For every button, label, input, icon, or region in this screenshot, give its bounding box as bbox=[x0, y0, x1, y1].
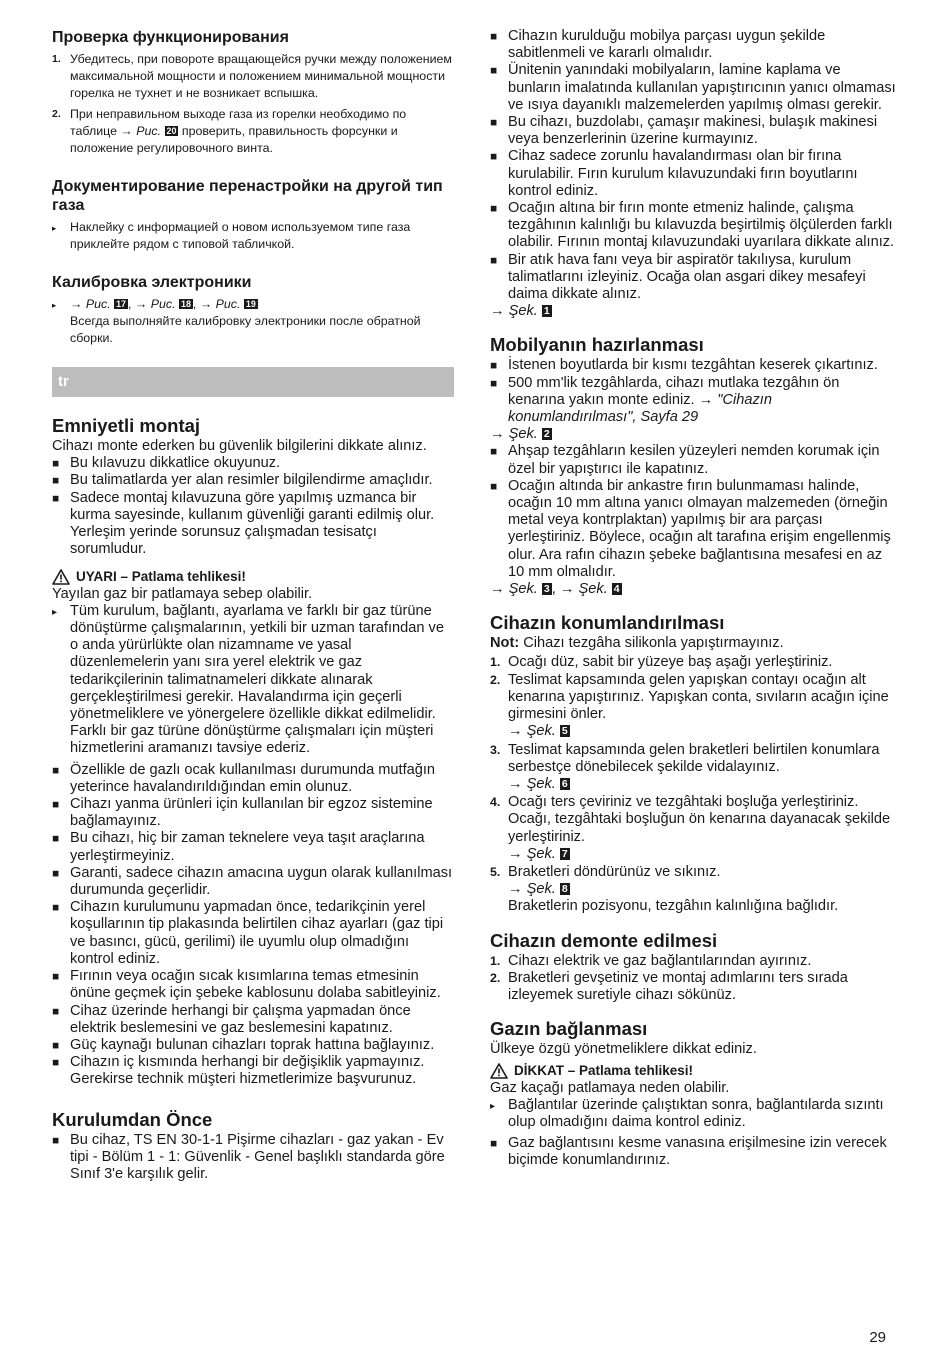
list-item bbox=[490, 953, 896, 970]
square-bullet-icon: ■ bbox=[52, 901, 60, 915]
bullet-list bbox=[490, 28, 896, 303]
list-item bbox=[52, 603, 454, 758]
step-text: Braketlerin pozisyonu, tezgâhın kalınlığına bağlıdır. bbox=[508, 898, 839, 915]
list-item: 3. Teslimat kapsamında gelen braketleri belirtilen konumlara serbestçe dönebilecek şekilde vidalayınız. → Şek. 6 bbox=[490, 741, 880, 792]
item-text: Ahşap tezgâhların kesilen yüzeyleri nemden korumak için özel bir yapıştırıcı ile kapatınız. bbox=[508, 443, 880, 477]
step-text: Teslimat kapsamında gelen braketleri belirtilen konumlara serbestçe dönebilecek şekilde vidalayınız. bbox=[508, 741, 880, 775]
figure-badge: 4 bbox=[613, 583, 620, 596]
figure-badge: 5 bbox=[561, 725, 568, 738]
list-item bbox=[52, 830, 454, 864]
section-heading: Mobilyanın hazırlanması bbox=[490, 334, 704, 356]
step-number: 2. bbox=[52, 108, 61, 120]
item-text: Özellikle de gazlı ocak kullanılması durumunda mutfağın yeterince havalandırıldığından emin olunuz. bbox=[70, 761, 436, 795]
list-item bbox=[52, 51, 454, 102]
step-text: Cihazı elektrik ve gaz bağlantılarından ayırınız. bbox=[508, 952, 812, 969]
square-bullet-icon: ■ bbox=[490, 376, 498, 390]
figure-ref: Şek. bbox=[508, 581, 538, 598]
bullet-list bbox=[52, 762, 454, 1089]
figure-ref: Şek. bbox=[526, 845, 556, 862]
item-text: İstenen boyutlarda bir kısmı tezgâhtan keserek çıkartınız. bbox=[508, 357, 878, 374]
square-bullet-icon: ■ bbox=[52, 832, 60, 846]
left-column bbox=[52, 28, 454, 1183]
bullet-list bbox=[52, 1132, 454, 1184]
figure-reference: → Şek. 2 bbox=[490, 426, 550, 443]
step-text: При неправильном выходе газа из горелки необходимо по таблице → bbox=[70, 107, 407, 138]
figure-ref: Рис. bbox=[215, 297, 241, 311]
square-bullet-icon: ■ bbox=[52, 1056, 60, 1070]
list-item: 5. Braketleri döndürünüz ve sıkınız. → Şek. 8 Braketlerin pozisyonu, tezgâhın kalınlığına bağlıdır. bbox=[490, 863, 839, 915]
square-bullet-icon: ■ bbox=[490, 116, 498, 130]
step-number: 5. bbox=[490, 864, 501, 879]
caution-title: DİKKAT – Patlama tehlikesi! bbox=[514, 1063, 694, 1079]
item-text: Cihazı tezgâha silikonla yapıştırmayınız. bbox=[523, 635, 784, 652]
bullet-list bbox=[490, 443, 896, 581]
item-text: Bu talimatlarda yer alan resimler bilgilendirme amaçlıdır. bbox=[70, 472, 433, 489]
item-text: Bu kılavuzu dikkatlice okuyunuz. bbox=[70, 455, 281, 472]
right-column bbox=[490, 28, 896, 1170]
triangle-icon: ▸ bbox=[52, 606, 58, 618]
item-text: Cihazın iç kısmında herhangi bir değişiklik yapmayınız. Gerekirse technik müşteri hizmetlerimize başvurunuz. bbox=[70, 1054, 425, 1088]
figure-badge: 6 bbox=[561, 777, 568, 790]
item-text: Ocağın altında bir ankastre fırın bulunmaması halinde, ocağın 10 mm altına yanıcı olmayan malzemeden (örneğin metal veya kontrplaktan) yapılmış bir ara parçası yerleştiriniz. Böylece, ocağın alt tarafına erişim engellenmiş olur. Ara rafın cihazın şebeke bağlantısına mesafesi en az 10 mm olmalıdır. bbox=[508, 477, 891, 580]
list-item bbox=[490, 1097, 896, 1131]
warning-heading bbox=[52, 568, 454, 585]
action-list bbox=[52, 603, 454, 758]
section-heading: Проверка функционирования bbox=[52, 29, 289, 46]
list-item bbox=[52, 796, 454, 830]
ru-action-list bbox=[52, 296, 454, 347]
square-bullet-icon: ■ bbox=[490, 64, 498, 78]
figure-badge: 7 bbox=[561, 847, 568, 860]
item-text: Bu cihaz, TS EN 30-1-1 Pişirme cihazları - gaz yakan - Ev tipi - Bölüm 1 - 1: Güvenlik - Genel başlıklı standarda göre Sınıf 3'e karşılık gelir. bbox=[70, 1131, 445, 1182]
list-item: ▸ → Рис. 17 , → Рис. 18 , → Рис. 19 Всегда выполняйте калибровку электроники после обратной сборки. bbox=[52, 297, 421, 345]
list-item bbox=[52, 106, 454, 157]
dismantling-section bbox=[490, 930, 896, 1005]
square-bullet-icon: ■ bbox=[52, 1004, 60, 1018]
figure-badge: 18 bbox=[180, 299, 191, 309]
item-text: Garanti, sadece cihazın amacına uygun olarak kullanılması durumunda geçerlidir. bbox=[70, 864, 453, 899]
list-item bbox=[490, 1135, 896, 1169]
list-item bbox=[52, 455, 454, 472]
triangle-icon: ▸ bbox=[490, 1100, 496, 1112]
square-bullet-icon: ■ bbox=[490, 445, 498, 459]
list-item bbox=[490, 478, 896, 581]
item-text: Наклейку с информацией о новом используемом типе газа приклейте рядом с типовой табличкой. bbox=[70, 220, 411, 251]
square-bullet-icon: ■ bbox=[52, 866, 60, 880]
list-item bbox=[52, 1003, 454, 1037]
list-item bbox=[490, 443, 896, 477]
ru-function-check-section bbox=[52, 28, 454, 157]
square-bullet-icon: ■ bbox=[490, 479, 498, 493]
bullet-list bbox=[490, 1135, 896, 1169]
item-text: Bu cihazı, buzdolabı, çamaşır makinesi, bulaşık makinesi veya benzerlerinin üzerine kurmayınız. bbox=[508, 114, 878, 148]
list-item bbox=[52, 899, 454, 968]
warning-block bbox=[52, 568, 454, 1088]
item-text: 500 mm'lik tezgâhlarda, cihazı mutlaka tezgâhın ön kenarına yakın monte ediniz. → bbox=[508, 374, 840, 408]
section-heading: Cihazın demonte edilmesi bbox=[490, 929, 718, 951]
before-installation-section bbox=[52, 1109, 454, 1184]
item-text: Cihazın kurulumunu yapmadan önce, tedarikçinin yerel koşullarının tip plakasında belirtilen cihaz ayarları (gaz tipi ve basıncı, gücü, gerilimi) ile uyumlu olup olmadığını kontrol ediniz. bbox=[70, 899, 444, 967]
square-bullet-icon: ■ bbox=[490, 253, 498, 267]
square-bullet-icon: ■ bbox=[490, 202, 498, 216]
list-item bbox=[52, 1132, 454, 1184]
figure-badge: 1 bbox=[543, 305, 550, 318]
cross-reference-link[interactable]: "Cihazın konumlandırılması", Sayfa 29 bbox=[508, 391, 772, 426]
furniture-prep-section bbox=[490, 334, 896, 598]
step-text: проверить, правильность форсунки и положение регулировочного винта. bbox=[70, 124, 398, 155]
step-text: Ocağı ters çeviriniz ve tezgâhtaki boşluğa yerleştiriniz. Ocağı, tezgâhtaki boşluğun ön kenarına dayanacak şekilde yerleştiriniz. bbox=[508, 794, 891, 845]
square-bullet-icon: ■ bbox=[52, 1038, 60, 1052]
list-item bbox=[52, 762, 454, 796]
step-number: 1. bbox=[490, 654, 501, 669]
square-bullet-icon: ■ bbox=[52, 457, 60, 471]
gas-connection-section bbox=[490, 1018, 896, 1169]
item-text: Tüm kurulum, bağlantı, ayarlama ve farklı bir gaz türüne dönüştürme çalışmalarının, yetkili bir uzman tarafından ve o anda yürürlükte olan nizamname ve yasal düzenlemelerin yanı sıra yerel elektrik ve gaz tedarikçilerinin talimatnameleri dikkate alınarak gerçekleştirilmesi gerekir. Havalandırma için geçerli yönetmeliklere ve yönergelere özellikle dikkat edilmelidir. Farklı bir gaz türüne dönüştürme çalışmaları için müşteri hizmetlerini aramanızı tavsiye ederiz. bbox=[70, 602, 444, 757]
language-band: tr bbox=[52, 367, 454, 397]
item-text: Cihaz sadece zorunlu havalandırması olan bir fırına kurulabilir. Fırın kurulum kılavuzundaki fırın boyutlarını kontrol ediniz. bbox=[508, 148, 858, 199]
section-heading: Cihazın konumlandırılması bbox=[490, 612, 725, 634]
square-bullet-icon: ■ bbox=[52, 763, 60, 777]
figure-ref: Şek. bbox=[526, 723, 556, 740]
figure-ref: Şek. bbox=[578, 581, 608, 598]
item-text: Cihazı yanma ürünleri için kullanılan bir egzoz sistemine bağlamayınız. bbox=[70, 796, 433, 830]
section-heading: Kurulumdan Önce bbox=[52, 1108, 213, 1130]
list-item bbox=[490, 252, 896, 304]
step-text: Braketleri gevşetiniz ve montaj adımlarını ters sırada izleyemek suretiyle cihazı sökünüz. bbox=[508, 969, 848, 1003]
figure-ref: Рис. bbox=[136, 124, 162, 138]
item-text: Güç kaynağı bulunan cihazları toprak hattına bağlayınız. bbox=[70, 1036, 435, 1053]
list-item: 4. Ocağı ters çeviriniz ve tezgâhtaki boşluğa yerleştiriniz. Ocağı, tezgâhtaki boşluğun ön kenarına dayanacak şekilde yerleştiriniz. → Şek. 7 bbox=[490, 794, 891, 862]
list-item bbox=[52, 1037, 454, 1054]
item-text: Всегда выполняйте калибровку электроники после обратной сборки. bbox=[70, 314, 421, 345]
list-item bbox=[52, 865, 454, 899]
square-bullet-icon: ■ bbox=[490, 1137, 498, 1151]
ru-steps-list bbox=[52, 51, 454, 157]
figure-ref: Şek. bbox=[526, 775, 556, 792]
note-text bbox=[490, 635, 896, 652]
square-bullet-icon: ■ bbox=[52, 491, 60, 505]
step-number: 1. bbox=[490, 953, 501, 968]
figure-badge: 8 bbox=[561, 883, 568, 896]
warning-intro: Yayılan gaz bir patlamaya sebep olabilir. bbox=[52, 585, 313, 602]
figure-ref: Рис. bbox=[85, 297, 111, 311]
item-text: Cihaz üzerinde herhangi bir çalışma yapmadan önce elektrik beslemesini ve gaz beslemesini kapatınız. bbox=[70, 1002, 411, 1036]
figure-badge: 3 bbox=[543, 583, 550, 596]
figure-ref: Şek. bbox=[508, 426, 538, 443]
step-text: Ocağı düz, sabit bir yüzeye baş aşağı yerleştiriniz. bbox=[508, 653, 833, 670]
figure-badge: 17 bbox=[116, 299, 127, 309]
square-bullet-icon: ■ bbox=[52, 474, 60, 488]
page-number: 29 bbox=[869, 1329, 886, 1346]
figure-ref: Рис. bbox=[150, 297, 176, 311]
figure-badge: 19 bbox=[245, 299, 256, 309]
square-bullet-icon: ■ bbox=[490, 150, 498, 164]
step-text: Убедитесь, при повороте вращающейся ручки между положением максимальной мощности и положением минимальной мощности горелка не тухнет и не возникает вспышка. bbox=[70, 52, 452, 100]
figure-reference: → Şek. 1 bbox=[490, 303, 550, 320]
figure-ref: Şek. bbox=[526, 881, 556, 898]
figure-badge: 2 bbox=[543, 428, 550, 441]
intro-text: Cihazı monte ederken bu güvenlik bilgilerini dikkate alınız. bbox=[52, 438, 427, 454]
section-heading: Gazın bağlanması bbox=[490, 1018, 648, 1040]
figure-badge: 20 bbox=[166, 126, 177, 136]
warning-title: UYARI – Patlama tehlikesi! bbox=[76, 569, 246, 585]
caution-heading bbox=[490, 1062, 896, 1079]
step-number: 1. bbox=[52, 53, 61, 65]
square-bullet-icon: ■ bbox=[52, 798, 60, 812]
bullet-list bbox=[52, 455, 454, 558]
item-text: Ünitenin yanındaki mobilyaların, lamine kaplama ve bunların imalatında kullanılan yapıştırıcının yanıcı olmaması ve ısıya dayanıklı malzemelerden yapılmış olması gerekir. bbox=[508, 62, 896, 113]
step-number: 3. bbox=[490, 742, 501, 757]
square-bullet-icon: ■ bbox=[52, 970, 60, 984]
ru-documentation-section bbox=[52, 177, 454, 253]
warning-triangle-icon bbox=[52, 569, 70, 585]
list-item bbox=[490, 114, 896, 148]
step-number: 4. bbox=[490, 795, 501, 810]
list-item bbox=[52, 490, 454, 559]
item-text: Cihazın kurulduğu mobilya parçası uygun şekilde sabitlenmeli ve kararlı olmalıdır. bbox=[508, 28, 826, 62]
list-item bbox=[490, 200, 896, 252]
list-item bbox=[490, 28, 896, 62]
figure-reference: → Şek. 3 , → Şek. 4 bbox=[490, 581, 620, 598]
list-item bbox=[490, 148, 896, 200]
note-label: Not: bbox=[490, 635, 520, 652]
steps-list bbox=[490, 953, 896, 1005]
figure-ref: Şek. bbox=[508, 303, 538, 320]
step-text: Braketleri döndürünüz ve sıkınız. bbox=[508, 863, 721, 880]
positioning-section bbox=[490, 612, 896, 915]
item-text: Fırının veya ocağın sıcak kısımlarına temas etmesinin önüne geçmek için şebeke kablosunu dolaba sabitleyiniz. bbox=[70, 968, 441, 1002]
square-bullet-icon: ■ bbox=[490, 359, 498, 373]
triangle-icon: ▸ bbox=[52, 300, 57, 310]
square-bullet-icon: ■ bbox=[490, 30, 498, 43]
item-text: Bağlantılar üzerinde çalıştıktan sonra, bağlantılarda sızıntı olup olmadığını daima kontrol ediniz. bbox=[508, 1096, 884, 1130]
triangle-icon: ▸ bbox=[52, 223, 57, 233]
square-bullet-icon: ■ bbox=[52, 1133, 60, 1147]
list-item bbox=[490, 654, 896, 671]
warning-triangle-icon bbox=[490, 1063, 508, 1079]
section-heading: Emniyetli montaj bbox=[52, 415, 201, 436]
item-text: Ocağın altına bir fırın monte etmeniz halinde, çalışma tezgâhının kalınlığı bu kılavuzda beşirtilmiş ölçülerden farklı olabilir. Fırının montaj kılavuzundaki uyarılara dikkate alınız. bbox=[508, 200, 895, 251]
ru-calibration-section bbox=[52, 273, 454, 347]
list-item bbox=[52, 219, 454, 253]
ru-action-list bbox=[52, 219, 454, 253]
safe-installation-section bbox=[52, 415, 454, 558]
list-item bbox=[490, 970, 896, 1004]
steps-list bbox=[490, 654, 896, 916]
action-list bbox=[490, 1097, 896, 1131]
item-text: Gaz bağlantısını kesme vanasına erişilmesine izin verecek biçimde konumlandırınız. bbox=[508, 1135, 887, 1169]
item-text: Sadece montaj kılavuzuna göre yapılmış uzmanca bir kurma sayesinde, kullanım güvenliği garanti edilmiş olur. Yerleşim yerinde sorunsuz çalışmadan tesisatçı sorumludur. bbox=[70, 489, 435, 558]
list-item bbox=[490, 357, 896, 374]
step-number: 2. bbox=[490, 672, 501, 687]
step-text: Teslimat kapsamında gelen yapışkan contayı ocağın alt kenarına yapıştırınız. Yapışkan conta, sıvıların acağın içine girmesini önler. bbox=[508, 671, 889, 723]
bullet-list bbox=[490, 357, 896, 426]
list-item bbox=[490, 375, 896, 427]
section-heading: Калибровка электроники bbox=[52, 274, 252, 291]
item-text: Bir atık hava fanı veya bir aspiratör takılıysa, kurulum talimatlarını izleyiniz. Ocağa olan asgari dikey mesafeyi daima dikkate alınız. bbox=[508, 251, 866, 303]
list-item: 2. Teslimat kapsamında gelen yapışkan contayı ocağın alt kenarına yapıştırınız. Yapışkan conta, sıvıların acağın içine girmesini önler. → Şek. 5 bbox=[490, 671, 889, 740]
item-text: Bu cihazı, hiç bir zaman teknelere veya taşıt araçlarına yerleştirmeyiniz. bbox=[70, 830, 425, 864]
caution-intro: Gaz kaçağı patlamaya neden olabilir. bbox=[490, 1079, 730, 1096]
step-number: 2. bbox=[490, 970, 501, 985]
list-item bbox=[52, 472, 454, 489]
list-item bbox=[490, 62, 896, 114]
section-heading: Документирование перенастройки на другой тип газа bbox=[52, 178, 443, 214]
list-item bbox=[52, 968, 454, 1002]
list-item bbox=[52, 1054, 454, 1088]
intro-text: Ülkeye özgü yönetmeliklere dikkat ediniz. bbox=[490, 1041, 757, 1058]
